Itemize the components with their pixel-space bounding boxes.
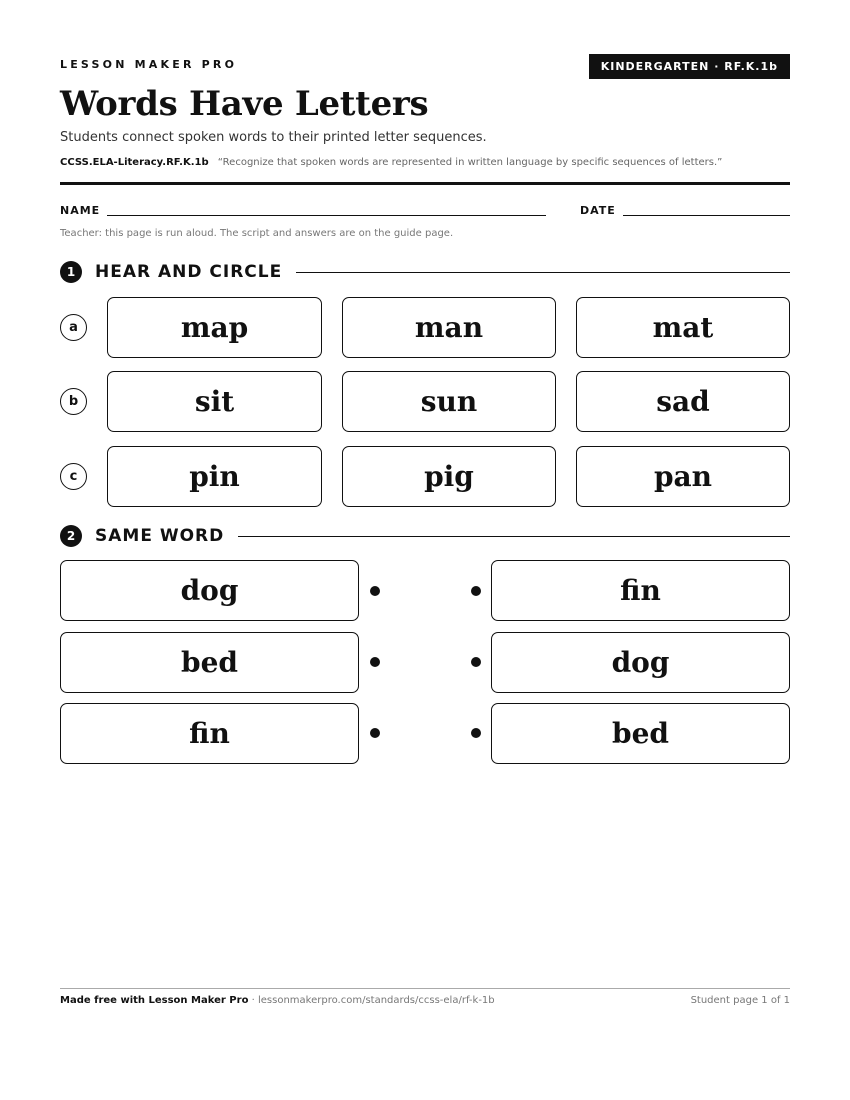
row-letter-c: c: [60, 463, 87, 490]
word-choice[interactable]: map: [107, 297, 322, 358]
date-label: DATE: [580, 204, 616, 217]
word-choice[interactable]: sad: [576, 371, 790, 432]
header-divider: [60, 182, 790, 185]
name-field[interactable]: [107, 215, 546, 216]
teacher-note: Teacher: this page is run aloud. The script and answers are on the guide page.: [60, 228, 454, 239]
word-choice[interactable]: pig: [342, 446, 556, 507]
match-dot-right[interactable]: [471, 657, 481, 667]
footer-url[interactable]: · lessonmakerpro.com/standards/ccss-ela/rf-k-1b: [251, 995, 495, 1006]
section-rule: [296, 272, 790, 273]
match-word-left[interactable]: bed: [60, 632, 359, 693]
standard-code: CCSS.ELA-Literacy.RF.K.1b: [60, 157, 209, 168]
match-word-right[interactable]: dog: [491, 632, 790, 693]
match-word-left[interactable]: fin: [60, 703, 359, 764]
standard-line: [60, 157, 722, 168]
section-rule: [238, 536, 790, 537]
standard-text: “Recognize that spoken words are represented in written language by specific sequences of letters.”: [217, 157, 723, 168]
worksheet-page: [60, 0, 790, 1100]
page-title: Words Have Letters: [60, 84, 429, 124]
match-dot-left[interactable]: [370, 728, 380, 738]
word-choice[interactable]: man: [342, 297, 556, 358]
match-word-left[interactable]: dog: [60, 560, 359, 621]
match-dot-right[interactable]: [471, 586, 481, 596]
section-same-word-header: [60, 524, 790, 548]
match-dot-left[interactable]: [370, 586, 380, 596]
brand-name: LESSON MAKER PRO: [60, 58, 238, 71]
footer-page-label: Student page 1 of 1: [690, 995, 790, 1006]
word-choice[interactable]: pin: [107, 446, 322, 507]
row-letter-a: a: [60, 314, 87, 341]
section-title: SAME WORD: [95, 526, 225, 546]
footer-divider: [60, 988, 790, 989]
word-choice[interactable]: mat: [576, 297, 790, 358]
section-hear-and-circle-header: [60, 260, 790, 284]
footer-made-with: Made free with Lesson Maker Pro: [60, 995, 249, 1006]
word-choice[interactable]: pan: [576, 446, 790, 507]
section-number: 1: [60, 261, 82, 283]
page-subtitle: Students connect spoken words to their printed letter sequences.: [60, 130, 487, 145]
match-dot-right[interactable]: [471, 728, 481, 738]
date-field[interactable]: [623, 215, 790, 216]
grade-badge: KINDERGARTEN · RF.K.1b: [589, 54, 790, 79]
footer-credit: [60, 995, 495, 1006]
match-word-right[interactable]: fin: [491, 560, 790, 621]
word-choice[interactable]: sun: [342, 371, 556, 432]
name-label: NAME: [60, 204, 101, 217]
match-word-right[interactable]: bed: [491, 703, 790, 764]
section-title: HEAR AND CIRCLE: [95, 262, 283, 282]
match-dot-left[interactable]: [370, 657, 380, 667]
section-number: 2: [60, 525, 82, 547]
row-letter-b: b: [60, 388, 87, 415]
word-choice[interactable]: sit: [107, 371, 322, 432]
